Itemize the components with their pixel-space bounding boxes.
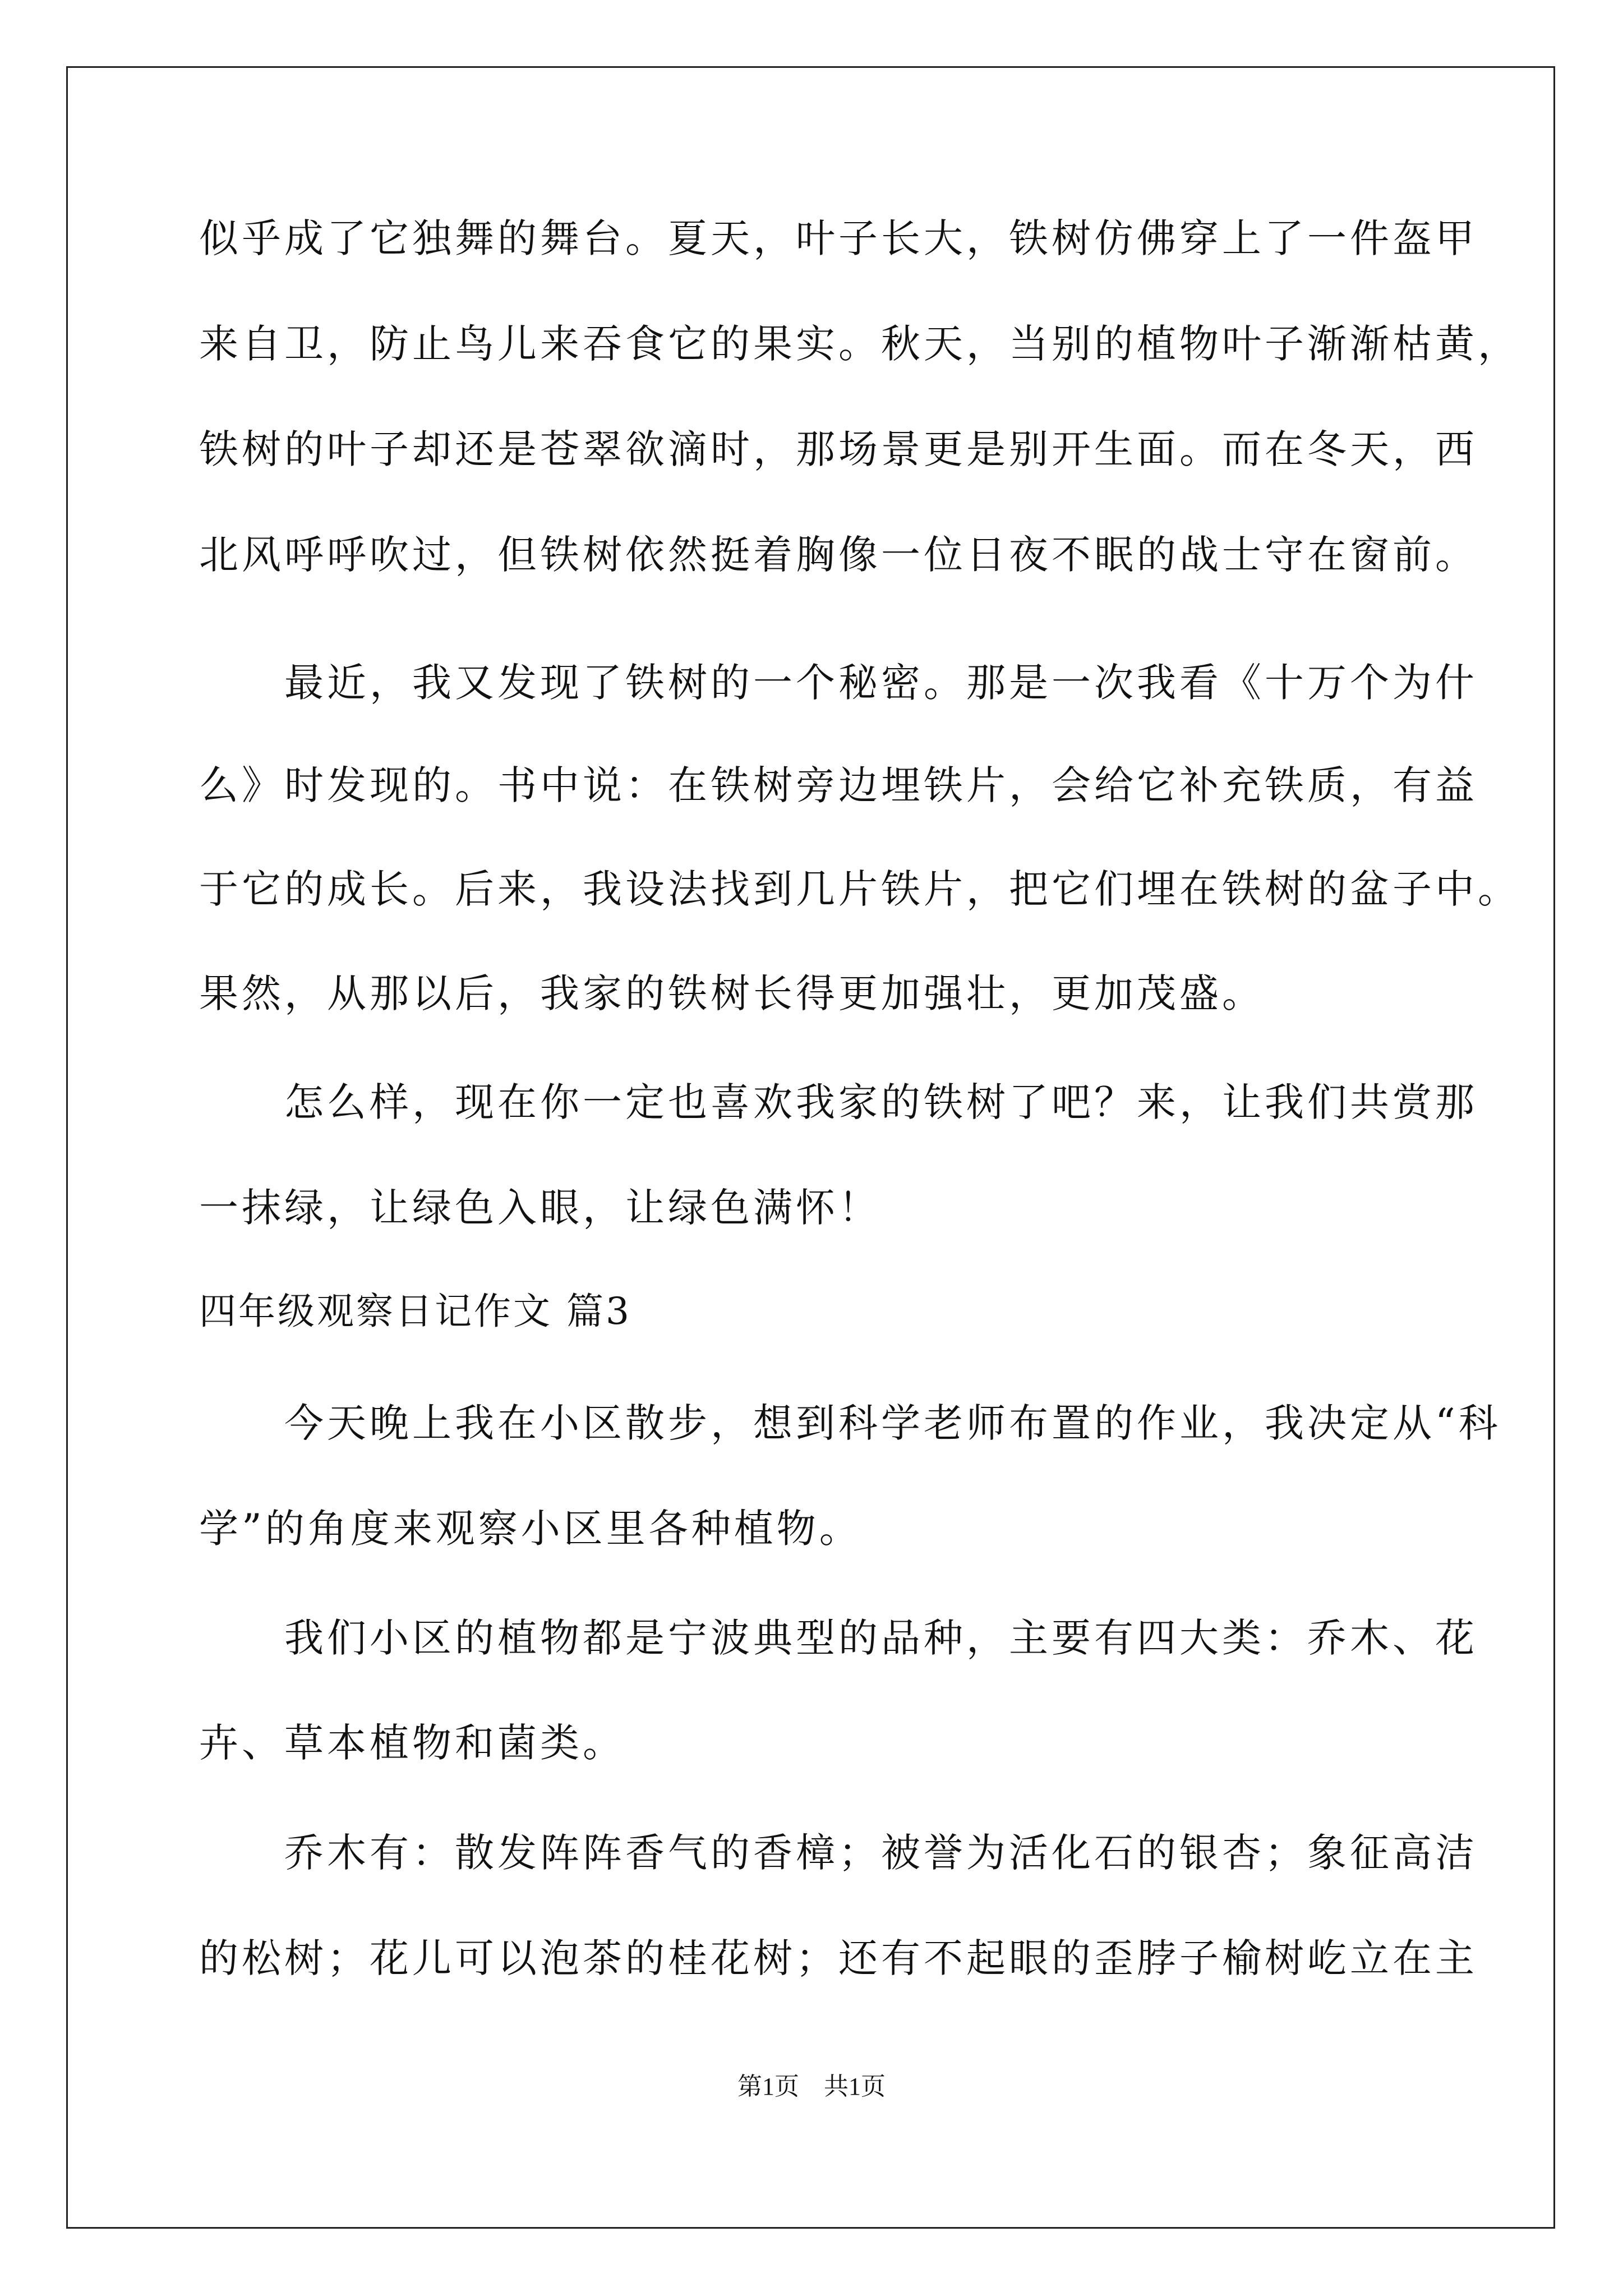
text-line: 果然，从那以后，我家的铁树长得更加强壮，更加茂盛。 — [199, 970, 1265, 1016]
text-line: 最近，我又发现了铁树的一个秘密。那是一次我看《十万个为什 — [199, 660, 1478, 706]
text-line: 来自卫，防止鸟儿来吞食它的果实。秋天，当别的植物叶子渐渐枯黄， — [199, 321, 1520, 367]
text-line: 卉、草本植物和菌类。 — [199, 1720, 625, 1766]
text-line: 我们小区的植物都是宁波典型的品种，主要有四大类：乔木、花 — [199, 1615, 1478, 1661]
text-line: 今天晚上我在小区散步，想到科学老师布置的作业，我决定从“科 — [199, 1400, 1501, 1446]
text-line: 的松树；花儿可以泡茶的桂花树；还有不起眼的歪脖子榆树屹立在主 — [199, 1935, 1478, 1981]
text-line: 似乎成了它独舞的舞台。夏天，叶子长大，铁树仿佛穿上了一件盔甲 — [199, 215, 1478, 261]
text-line: 么》时发现的。书中说：在铁树旁边埋铁片，会给它补充铁质，有益 — [199, 762, 1478, 808]
text-line: 北风呼呼吹过，但铁树依然挺着胸像一位日夜不眠的战士守在窗前。 — [199, 532, 1478, 578]
page-border — [66, 66, 1555, 2229]
page-footer: 第1页 共1页 — [737, 2073, 886, 2100]
text-line: 铁树的叶子却还是苍翠欲滴时，那场景更是别开生面。而在冬天，西 — [199, 426, 1478, 472]
text-line: 学”的角度来观察小区里各种植物。 — [199, 1506, 862, 1552]
text-line: 一抹绿，让绿色入眼，让绿色满怀！ — [199, 1185, 881, 1231]
text-line: 怎么样，现在你一定也喜欢我家的铁树了吧？来，让我们共赏那 — [199, 1079, 1478, 1125]
text-line: 于它的成长。后来，我设法找到几片铁片，把它们埋在铁树的盆子中。 — [199, 866, 1520, 912]
text-line: 乔木有：散发阵阵香气的香樟；被誉为活化石的银杏；象征高洁 — [199, 1830, 1478, 1876]
section-heading: 四年级观察日记作文 篇3 — [199, 1290, 631, 1333]
